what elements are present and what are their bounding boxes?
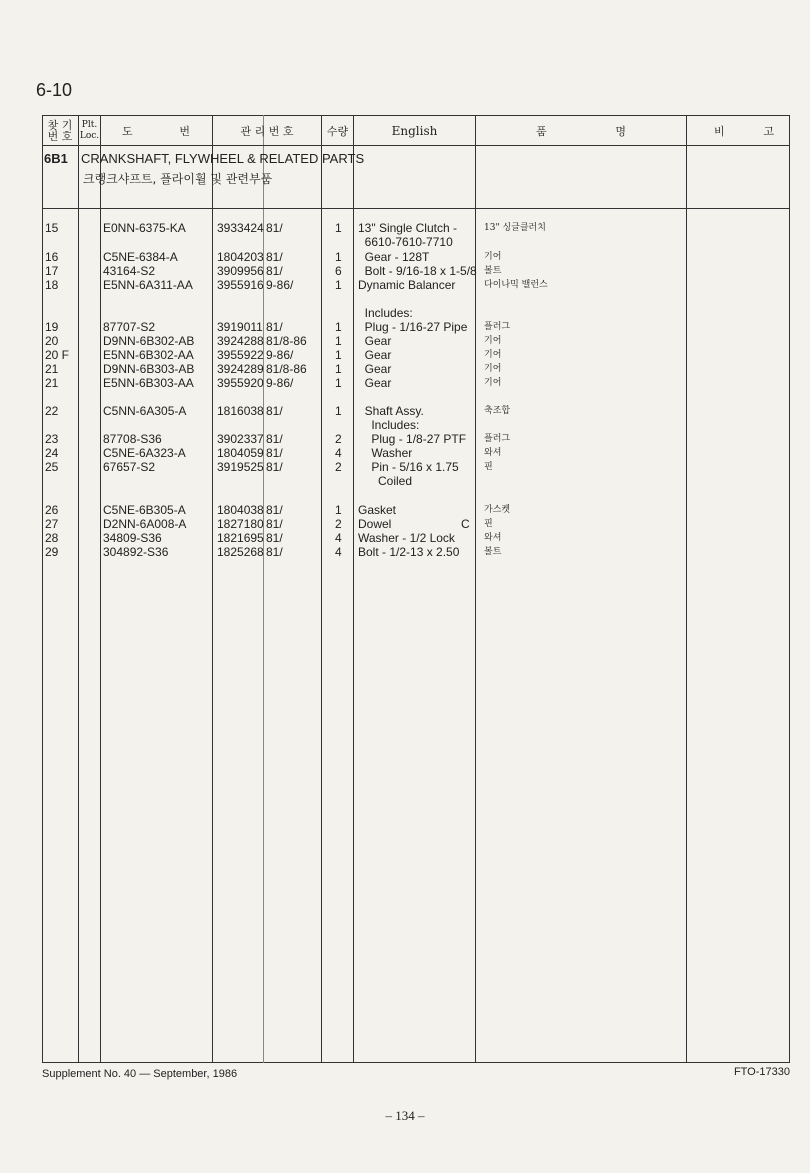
cell-mgmt: 3955922 (217, 348, 264, 362)
cell-ref: 28 (45, 531, 59, 545)
cell-eng: Gear (358, 362, 392, 376)
col-divider (212, 115, 213, 1063)
cell-eng: Washer - 1/2 Lock (358, 531, 455, 545)
cell-part: D9NN-6B302-AB (103, 334, 195, 348)
cell-mgmt: 3919011 (217, 320, 263, 334)
cell-ref: 18 (45, 278, 59, 292)
cell-eng: Washer (358, 446, 413, 460)
cell-qty: 1 (335, 320, 342, 334)
cell-qty: 1 (335, 250, 342, 264)
cell-mgmt: 3933424 (217, 221, 264, 235)
cell-date: 81/ (266, 446, 283, 460)
cell-kr: 핀 (484, 519, 493, 529)
cell-part: 87708-S36 (103, 432, 162, 446)
cell-part: E5NN-6B303-AA (103, 376, 194, 390)
supplement-note: Supplement No. 40 — September, 1986 (42, 1068, 238, 1080)
cell-part: C5NE-6384-A (103, 250, 178, 264)
cell-part: 43164-S2 (103, 264, 156, 278)
section-title: CRANKSHAFT, FLYWHEEL & RELATED PARTS (80, 151, 365, 166)
cell-kr: 볼트 (484, 266, 502, 276)
cell-part: E5NN-6B302-AA (103, 348, 194, 362)
cell-date: 81/ (266, 404, 283, 418)
cell-ref: 20 F (45, 348, 70, 362)
col-divider (100, 115, 101, 1063)
cell-ref: 29 (45, 545, 59, 559)
cell-mgmt: 1825268 (217, 545, 264, 559)
section-heading (44, 148, 744, 187)
cell-kr: 기어 (484, 252, 502, 262)
cell-eng-mark: C (461, 517, 470, 531)
cell-eng: Gasket (358, 503, 397, 517)
form-code: FTO-17330 (733, 1066, 790, 1078)
cell-mgmt: 1804059 (217, 446, 264, 460)
col-divider (353, 115, 354, 1063)
cell-date: 81/8-86 (266, 334, 307, 348)
cell-ref: 17 (45, 264, 59, 278)
section-rule (42, 208, 790, 209)
cell-ref: 16 (45, 250, 59, 264)
cell-date: 81/8-86 (266, 362, 307, 376)
cell-date: 81/ (266, 531, 283, 545)
cell-ref: 21 (45, 362, 59, 376)
col-divider (321, 115, 322, 1063)
cell-qty: 4 (335, 446, 342, 460)
cell-mgmt: 1827180 (217, 517, 264, 531)
cell-date: 81/ (266, 432, 283, 446)
cell-eng: Includes: (358, 306, 413, 320)
cell-mgmt: 3902337 (217, 432, 264, 446)
col-divider (78, 115, 79, 1063)
header-rule (42, 145, 790, 146)
cell-qty: 1 (335, 278, 342, 292)
page-tag: 6-10 (36, 80, 73, 100)
header-remarks: 비 고 (714, 124, 774, 138)
cell-kr: 기어 (484, 364, 502, 374)
cell-date: 81/ (266, 221, 283, 235)
cell-kr: 13" 싱글클러치 (484, 223, 546, 233)
cell-date: 81/ (266, 517, 283, 531)
cell-ref: 21 (45, 376, 59, 390)
cell-mgmt: 1821695 (217, 531, 264, 545)
cell-eng: 6610-7610-7710 (358, 235, 453, 249)
cell-part: C5NE-6A323-A (103, 446, 186, 460)
header-plt-loc: Plt. Loc. (79, 120, 100, 141)
cell-qty: 2 (335, 460, 342, 474)
header-qty: 수량 (326, 124, 349, 138)
cell-kr: 와셔 (484, 448, 502, 458)
cell-ref: 15 (45, 221, 59, 235)
cell-qty: 1 (335, 376, 342, 390)
cell-date: 81/ (266, 320, 283, 334)
cell-eng: Plug - 1/16-27 Pipe (358, 320, 468, 334)
cell-date: 81/ (266, 460, 283, 474)
cell-ref: 27 (45, 517, 59, 531)
cell-mgmt: 1816038 (217, 404, 264, 418)
cell-qty: 2 (335, 517, 342, 531)
cell-eng: Bolt - 9/16-18 x 1-5/8 (358, 264, 477, 278)
cell-kr: 볼트 (484, 547, 502, 557)
cell-eng: Includes: (358, 418, 420, 432)
section-code: 6B1 (44, 151, 68, 166)
cell-mgmt: 1804203 (217, 250, 264, 264)
cell-date: 81/ (266, 545, 283, 559)
cell-eng: Plug - 1/8-27 PTF (358, 432, 467, 446)
cell-ref: 22 (45, 404, 59, 418)
cell-kr: 기어 (484, 336, 502, 346)
cell-part: C5NN-6A305-A (103, 404, 187, 418)
cell-eng: Gear (358, 348, 392, 362)
cell-part: D9NN-6B303-AB (103, 362, 195, 376)
cell-ref: 25 (45, 460, 59, 474)
cell-qty: 6 (335, 264, 342, 278)
cell-ref: 20 (45, 334, 59, 348)
cell-part: C5NE-6B305-A (103, 503, 186, 517)
cell-qty: 4 (335, 545, 342, 559)
cell-mgmt: 3909956 (217, 264, 264, 278)
cell-mgmt: 3955916 (217, 278, 264, 292)
cell-date: 9-86/ (266, 376, 294, 390)
cell-date: 81/ (266, 264, 283, 278)
cell-mgmt: 1804038 (217, 503, 264, 517)
cell-kr: 플러그 (484, 434, 511, 444)
cell-part: D2NN-6A008-A (103, 517, 187, 531)
cell-mgmt: 3924288 (217, 334, 264, 348)
cell-eng: Gear (358, 334, 392, 348)
header-korean-name: 품 명 (536, 124, 626, 138)
cell-eng: Shaft Assy. (358, 404, 424, 418)
cell-qty: 1 (335, 221, 342, 235)
cell-qty: 2 (335, 432, 342, 446)
cell-qty: 1 (335, 404, 342, 418)
cell-eng: Coiled (358, 474, 413, 488)
cell-mgmt: 3924289 (217, 362, 264, 376)
cell-kr: 축조합 (484, 406, 511, 416)
cell-eng: Dowel (358, 517, 392, 531)
cell-part: 87707-S2 (103, 320, 156, 334)
header-english: English (391, 123, 438, 138)
cell-ref: 19 (45, 320, 59, 334)
cell-part: E0NN-6375-KA (103, 221, 186, 235)
cell-ref: 24 (45, 446, 59, 460)
cell-kr: 가스켓 (484, 505, 511, 515)
cell-part: 67657-S2 (103, 460, 156, 474)
cell-kr: 기어 (484, 350, 502, 360)
col-divider (475, 115, 476, 1063)
header-part-no: 도 번 (122, 124, 190, 138)
cell-ref: 23 (45, 432, 59, 446)
cell-part: 304892-S36 (103, 545, 169, 559)
cell-mgmt: 3919525 (217, 460, 264, 474)
cell-qty: 1 (335, 503, 342, 517)
cell-date: 81/ (266, 503, 283, 517)
col-divider (686, 115, 687, 1063)
cell-eng: Gear - 128T (358, 250, 430, 264)
cell-qty: 1 (335, 362, 342, 376)
section-title-kr: 크랭크샤프트, 플라이휠 및 관련부품 (83, 172, 273, 186)
cell-mgmt: 3955920 (217, 376, 264, 390)
header-ref-no: 찾 기 번 호 (47, 119, 73, 143)
cell-qty: 1 (335, 348, 342, 362)
cell-date: 81/ (266, 250, 283, 264)
cell-date: 9-86/ (266, 348, 294, 362)
cell-part: E5NN-6A311-AA (103, 278, 193, 292)
cell-kr: 플러그 (484, 322, 511, 332)
cell-eng: Gear (358, 376, 392, 390)
cell-kr: 와셔 (484, 533, 502, 543)
cell-kr: 다이나믹 밸런스 (484, 280, 548, 290)
header-mgmt-no: 관 리 번 호 (240, 124, 294, 138)
cell-qty: 1 (335, 334, 342, 348)
cell-eng: Pin - 5/16 x 1.75 (358, 460, 459, 474)
cell-ref: 26 (45, 503, 59, 517)
cell-eng: 13" Single Clutch - (358, 221, 457, 235)
page-number: – 134 – (385, 1108, 425, 1123)
cell-qty: 4 (335, 531, 342, 545)
cell-kr: 기어 (484, 378, 502, 388)
cell-eng: Bolt - 1/2-13 x 2.50 (358, 545, 460, 559)
cell-date: 9-86/ (266, 278, 294, 292)
cell-kr: 핀 (484, 462, 493, 472)
cell-eng: Dynamic Balancer (358, 278, 456, 292)
cell-part: 34809-S36 (103, 531, 162, 545)
